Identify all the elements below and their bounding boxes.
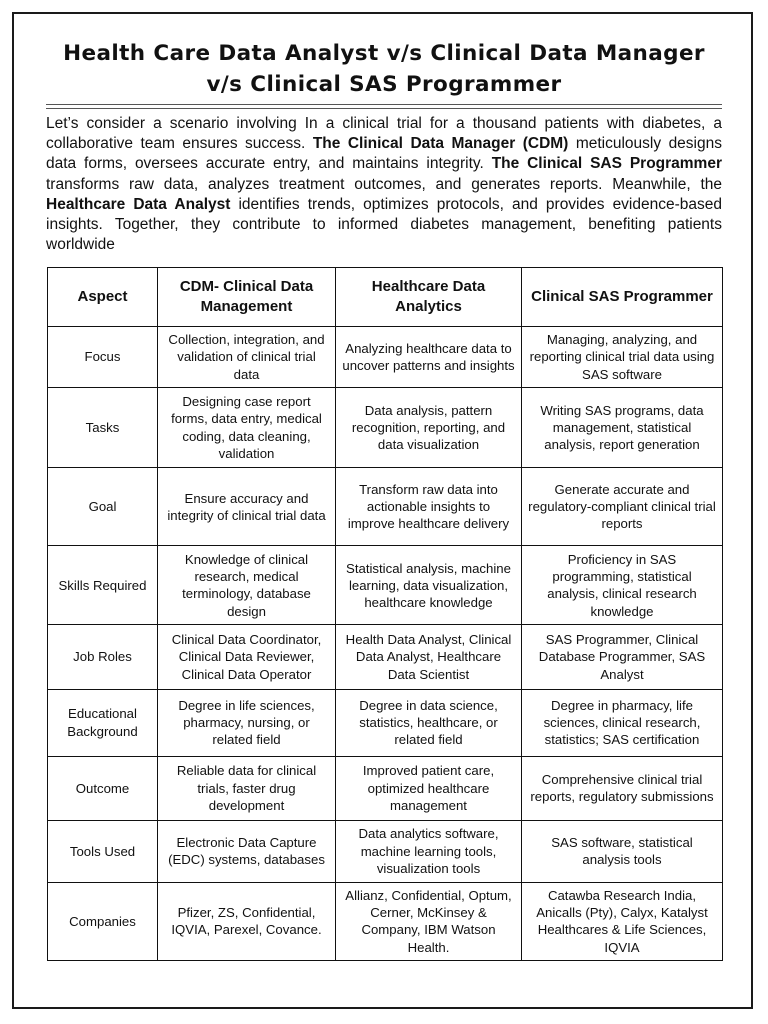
intro-bold-cdm: The Clinical Data Manager (CDM) [312,135,569,153]
analytics-cell: Data analytics software, machine learning tools, visualization tools [336,820,522,882]
sas-cell: Generate accurate and regulatory-compliant clinical trial reports [522,468,723,546]
table-row [48,756,723,820]
cdm-cell: Clinical Data Coordinator, Clinical Data Reviewer, Clinical Data Operator [158,625,336,689]
header-healthcare-analytics: Healthcare Data Analytics [336,268,522,327]
sas-cell: Managing, analyzing, and reporting clinical trial data using SAS software [522,327,723,388]
analytics-cell: Data analysis, pattern recognition, reporting, and data visualization [336,388,522,468]
aspect-cell: Focus [48,327,158,388]
cdm-cell: Knowledge of clinical research, medical terminology, database design [158,546,336,625]
comparison-table [47,267,723,961]
analytics-cell: Health Data Analyst, Clinical Data Analyst, Healthcare Data Scientist [336,625,522,689]
cdm-cell: Collection, integration, and validation of clinical trial data [158,327,336,388]
aspect-cell: Goal [48,468,158,546]
intro-text-1: Let’s consider a scenario involving In a clinical trial for a thousand patients with diabetes, a collaborative team ensures success. [46,115,722,153]
intro-text-2: meticulously designs data forms, oversees accurate entry, and maintains integrity. [46,135,722,173]
table-header-row [48,268,723,327]
table-row [48,625,723,689]
analytics-cell: Degree in data science, statistics, healthcare, or related field [336,689,522,756]
cdm-cell: Designing case report forms, data entry, medical coding, data cleaning, validation [158,388,336,468]
sas-cell: Degree in pharmacy, life sciences, clinical research, statistics; SAS certification [522,689,723,756]
aspect-cell: Job Roles [48,625,158,689]
table-row [48,468,723,546]
analytics-cell: Transform raw data into actionable insights to improve healthcare delivery [336,468,522,546]
aspect-cell: Skills Required [48,546,158,625]
title-line-1: Health Care Data Analyst v/s Clinical Data Manager [63,41,705,66]
aspect-cell: Outcome [48,756,158,820]
cdm-cell: Ensure accuracy and integrity of clinical trial data [158,468,336,546]
sas-cell: SAS software, statistical analysis tools [522,820,723,882]
sas-cell: Comprehensive clinical trial reports, regulatory submissions [522,756,723,820]
page-title [40,38,728,100]
sas-cell: Catawba Research India, Anicalls (Pty), Calyx, Katalyst Healthcares & Life Sciences, IQVIA [522,882,723,960]
cdm-cell: Degree in life sciences, pharmacy, nursing, or related field [158,689,336,756]
table-row [48,546,723,625]
header-sas-programmer: Clinical SAS Programmer [522,268,723,327]
aspect-cell: Educational Background [48,689,158,756]
table-row [48,820,723,882]
sas-cell: SAS Programmer, Clinical Database Programmer, SAS Analyst [522,625,723,689]
aspect-cell: Companies [48,882,158,960]
sas-cell: Proficiency in SAS programming, statistical analysis, clinical research knowledge [522,546,723,625]
header-cdm: CDM- Clinical Data Management [158,268,336,327]
analytics-cell: Allianz, Confidential, Optum, Cerner, McKinsey & Company, IBM Watson Health. [336,882,522,960]
cdm-cell: Reliable data for clinical trials, faster drug development [158,756,336,820]
cdm-cell: Electronic Data Capture (EDC) systems, databases [158,820,336,882]
table-row [48,388,723,468]
intro-bold-analyst: Healthcare Data Analyst [46,195,231,213]
analytics-cell: Improved patient care, optimized healthcare management [336,756,522,820]
title-divider-top [46,104,722,105]
header-aspect: Aspect [48,268,158,327]
sas-cell: Writing SAS programs, data management, statistical analysis, report generation [522,388,723,468]
cdm-cell: Pfizer, ZS, Confidential, IQVIA, Parexel, Covance. [158,882,336,960]
aspect-cell: Tools Used [48,820,158,882]
intro-paragraph [46,114,722,255]
aspect-cell: Tasks [48,388,158,468]
analytics-cell: Statistical analysis, machine learning, data visualization, healthcare knowledge [336,546,522,625]
intro-text-3: transforms raw data, analyzes treatment outcomes, and generates reports. Meanwhile, the [46,175,722,193]
table-row [48,882,723,960]
analytics-cell: Analyzing healthcare data to uncover patterns and insights [336,327,522,388]
title-divider-bottom [46,108,722,109]
table-row [48,327,723,388]
intro-text-4: identifies trends, optimizes protocols, and provides evidence-based insights. Together, they contribute to informed diabetes management, benefiting patients worldwide [46,195,723,254]
title-line-2: v/s Clinical SAS Programmer [206,72,562,97]
intro-bold-sas: The Clinical SAS Programmer [491,155,722,173]
table-row [48,689,723,756]
